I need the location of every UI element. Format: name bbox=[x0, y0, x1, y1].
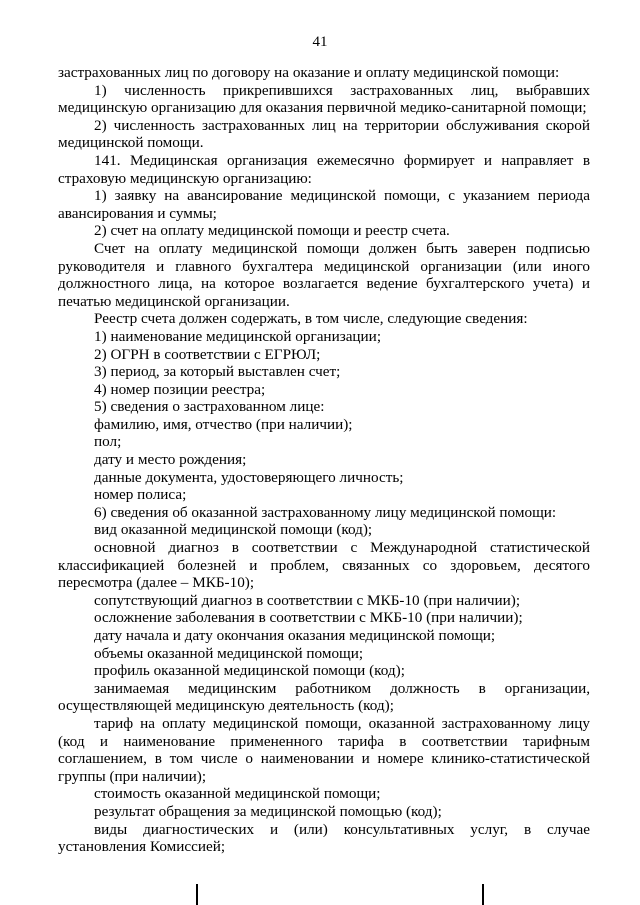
paragraph: результат обращения за медицинской помощью (код); bbox=[94, 802, 442, 820]
scan-margin-mark-left bbox=[196, 884, 198, 905]
paragraph: данные документа, удостоверяющего личность; bbox=[94, 468, 404, 486]
paragraph: 4) номер позиции реестра; bbox=[94, 380, 266, 398]
paragraph: 1) заявку на авансирование медицинской помощи, с указанием периода авансирования и суммы; bbox=[58, 187, 590, 222]
paragraph: профиль оказанной медицинской помощи (код); bbox=[94, 662, 405, 680]
paragraph: 2) ОГРН в соответствии с ЕГРЮЛ; bbox=[94, 345, 321, 363]
paragraph: застрахованных лиц по договору на оказание и оплату медицинской помощи: bbox=[58, 64, 560, 81]
paragraph: виды диагностических и (или) консультативных услуг, в случае установления Комиссией; bbox=[58, 820, 590, 856]
paragraph: 1) численность прикрепившихся застрахованных лиц, выбравших медицинскую организацию для оказания первичной медико-санитарной помощи; bbox=[58, 81, 590, 117]
paragraph: занимаемая медицинским работником должность в организации, осуществляющей медицинскую деятельность (код); bbox=[58, 679, 590, 715]
paragraph: сопутствующий диагноз в соответствии с МКБ-10 (при наличии); bbox=[94, 591, 521, 609]
paragraph: тариф на оплату медицинской помощи, оказанной застрахованному лицу (код и наименование примененного тарифа в соответствии тарифным соглашением, в том числе о наименовании и номере клинико-статистической группы (при наличии); bbox=[58, 714, 590, 785]
page-number: 41 bbox=[312, 34, 328, 50]
paragraph: стоимость оказанной медицинской помощи; bbox=[94, 785, 381, 803]
paragraph: 1) наименование медицинской организации; bbox=[94, 327, 382, 345]
paragraph: номер полиса; bbox=[94, 486, 187, 504]
paragraph: Реестр счета должен содержать, в том числе, следующие сведения: bbox=[94, 310, 528, 328]
paragraph: Счет на оплату медицинской помощи должен быть заверен подписью руководителя и главного бухгалтера медицинской организации (или иного должностного лица, на которое возлагается ведение бухгалтерского учета) и печатью медицинской организации. bbox=[58, 239, 590, 310]
scan-margin-mark-right bbox=[482, 884, 484, 905]
paragraph: 2) численность застрахованных лиц на территории обслуживания скорой медицинской помощи. bbox=[58, 116, 590, 152]
document-body bbox=[58, 64, 590, 856]
paragraph: осложнение заболевания в соответствии с МКБ-10 (при наличии); bbox=[94, 609, 523, 627]
paragraph: дату начала и дату окончания оказания медицинской помощи; bbox=[94, 627, 496, 644]
paragraph: 6) сведения об оказанной застрахованному лицу медицинской помощи: bbox=[94, 503, 557, 521]
paragraph: основной диагноз в соответствии с Международной статистической классификацией болезней и проблем, связанных со здоровьем, десятого пересмотра (далее – МКБ-10); bbox=[58, 539, 590, 592]
paragraph: 141. Медицинская организация ежемесячно формирует и направляет в страховую медицинскую организацию: bbox=[58, 151, 590, 187]
paragraph: вид оказанной медицинской помощи (код); bbox=[94, 521, 373, 539]
paragraph: объемы оказанной медицинской помощи; bbox=[94, 644, 364, 662]
paragraph: пол; bbox=[94, 433, 122, 451]
paragraph: 5) сведения о застрахованном лице: bbox=[94, 398, 325, 416]
paragraph: фамилию, имя, отчество (при наличии); bbox=[94, 415, 353, 433]
paragraph: дату и место рождения; bbox=[94, 451, 247, 469]
paragraph: 3) период, за который выставлен счет; bbox=[94, 363, 341, 381]
paragraph: 2) счет на оплату медицинской помощи и реестр счета. bbox=[94, 222, 450, 240]
